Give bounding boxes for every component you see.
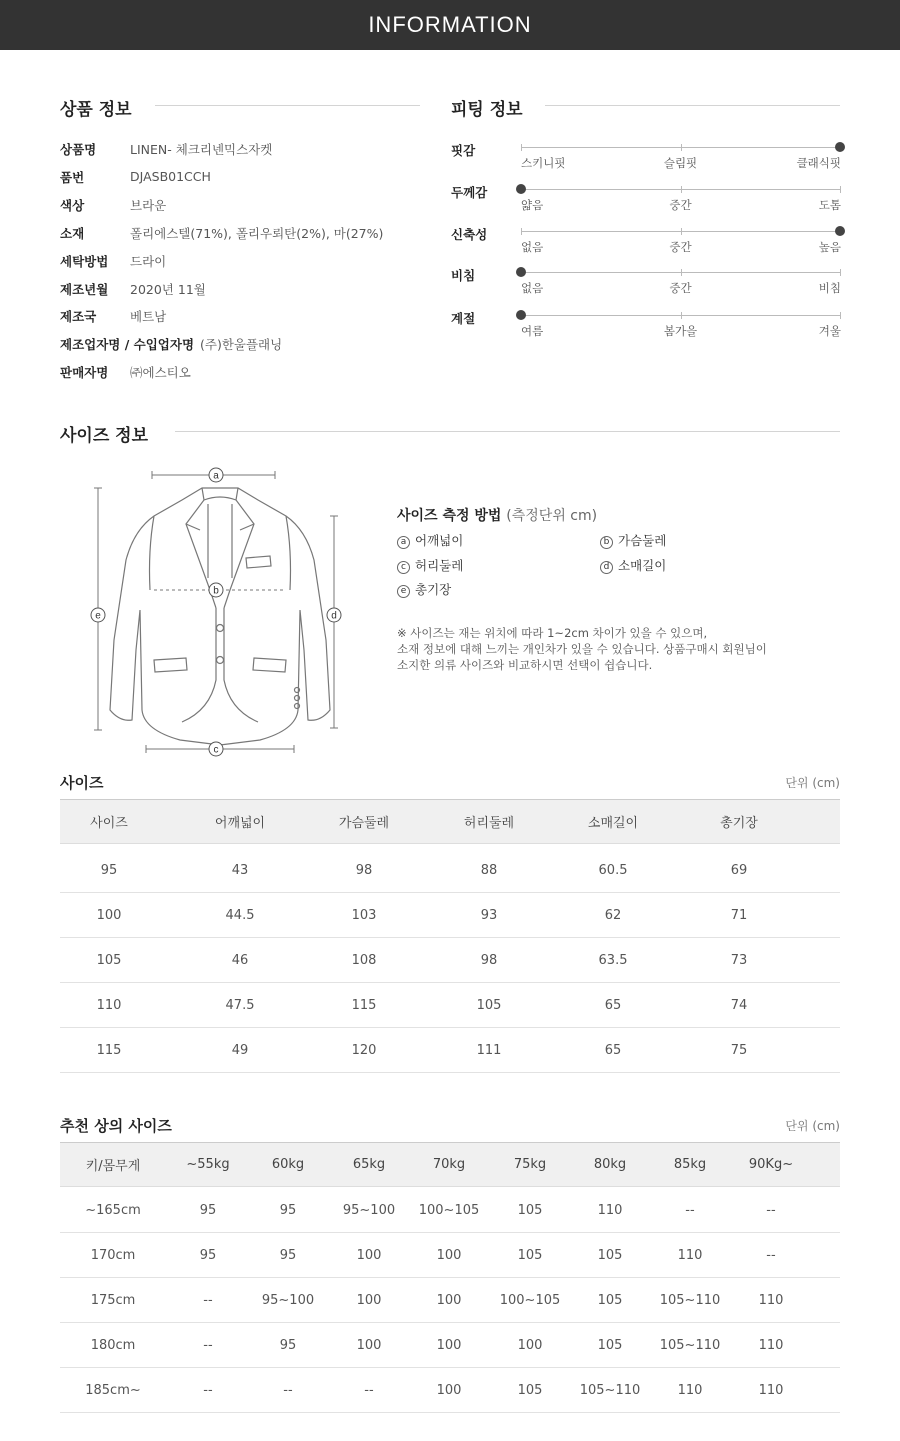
fitting-info-title: 피팅 정보 <box>451 100 523 120</box>
info-key: 색상 <box>60 197 85 213</box>
table-cell: 95 <box>279 1337 297 1353</box>
fit-option: 높음 <box>818 240 841 254</box>
measure-item <box>397 556 463 574</box>
fit-option: 도톰 <box>818 198 841 212</box>
fit-tick <box>681 312 682 319</box>
info-value: LINEN- 체크리넨믹스자켓 <box>130 142 273 157</box>
table-cell: -- <box>283 1382 293 1398</box>
fit-tick <box>840 312 841 319</box>
info-key: 상품명 <box>60 142 97 157</box>
table-row <box>60 1323 840 1368</box>
measure-item <box>397 531 463 549</box>
table-cell: 95 <box>100 862 118 878</box>
fit-scale <box>521 189 840 190</box>
header-cell: 키/몸무게 <box>85 1159 141 1174</box>
info-key: 제조년월 <box>60 281 109 297</box>
fit-scale <box>521 315 840 316</box>
mark-e <box>91 608 105 622</box>
fit-marker <box>516 184 526 194</box>
table-cell: 110 <box>597 1202 623 1218</box>
table-cell: 95 <box>199 1202 217 1218</box>
table-cell: -- <box>203 1292 213 1308</box>
fit-option: 얇음 <box>521 198 544 212</box>
product-info-row <box>60 334 283 354</box>
table-cell: 65 <box>604 1042 622 1058</box>
fit-scale <box>521 147 840 148</box>
table-cell: 100 <box>436 1247 462 1263</box>
header-cell: 90Kg~ <box>748 1157 794 1172</box>
measure-method-title <box>397 505 597 525</box>
header-cell: 70kg <box>432 1157 466 1172</box>
table-cell: 62 <box>604 907 622 923</box>
table-cell: 105~110 <box>579 1382 641 1398</box>
table-cell: 95 <box>279 1202 297 1218</box>
table-cell: 105 <box>597 1337 623 1353</box>
table-row <box>60 848 840 893</box>
info-value: 브라운 <box>130 197 167 213</box>
table-cell: 110 <box>758 1292 784 1308</box>
note-line: 소재 정보에 대해 느끼는 개인차가 있을 수 있습니다. 상품구매시 회원님이 <box>397 642 767 656</box>
fit-option: 중간 <box>669 240 692 254</box>
table-cell: -- <box>364 1382 374 1398</box>
fit-option: 비침 <box>818 281 841 295</box>
table-cell: 105 <box>517 1247 543 1263</box>
header-cell: 어깨넓이 <box>214 816 266 831</box>
measure-label: 허리둘레 <box>415 557 464 573</box>
table-cell: 46 <box>231 952 249 968</box>
jacket-diagram <box>90 460 350 760</box>
table-cell: ~165cm <box>85 1202 141 1218</box>
info-key: 품번 <box>60 169 85 185</box>
svg-text:a: a <box>213 470 219 482</box>
product-info-row <box>60 251 167 271</box>
measure-label: 총기장 <box>415 582 452 597</box>
rec-table-unit: 단위 (cm) <box>785 1119 840 1133</box>
info-key: 소재 <box>60 225 85 241</box>
fit-row <box>451 183 841 223</box>
fit-tick <box>681 269 682 276</box>
measure-unit: (측정단위 cm) <box>506 508 598 524</box>
fit-option: 클래식핏 <box>796 156 841 170</box>
fit-option: 봄가을 <box>663 324 698 338</box>
table-cell: 100 <box>517 1337 543 1353</box>
header-cell: 60kg <box>271 1157 305 1172</box>
table-row <box>60 1188 840 1233</box>
info-value: DJASB01CCH <box>130 169 211 185</box>
size-info-title: 사이즈 정보 <box>60 426 149 446</box>
table-cell: 74 <box>730 997 748 1013</box>
table-cell: 110 <box>96 997 122 1013</box>
product-info-row <box>60 306 167 326</box>
table-cell: 75 <box>730 1042 748 1058</box>
table-cell: 175cm <box>90 1292 136 1308</box>
table-cell: 115 <box>96 1042 122 1058</box>
fit-option: 중간 <box>669 198 692 212</box>
fit-option: 슬림핏 <box>663 156 698 170</box>
fit-option: 겨울 <box>818 324 841 338</box>
table-cell: 185cm~ <box>85 1382 141 1398</box>
header-cell: 80kg <box>593 1157 627 1172</box>
size-note <box>397 625 767 673</box>
table-cell: 111 <box>476 1042 502 1058</box>
product-info-row <box>60 279 206 299</box>
fit-scale <box>521 272 840 273</box>
table-cell: 44.5 <box>225 907 255 923</box>
measure-label: 소매길이 <box>618 557 667 573</box>
banner-title: INFORMATION <box>368 12 532 37</box>
table-cell: 105 <box>517 1382 543 1398</box>
table-cell: -- <box>203 1382 213 1398</box>
fit-tick <box>840 269 841 276</box>
fit-option: 없음 <box>521 240 544 254</box>
table-cell: 95 <box>199 1247 217 1263</box>
fit-row <box>451 309 841 349</box>
mark-d <box>327 608 341 622</box>
table-cell: 105~110 <box>659 1337 721 1353</box>
table-cell: 108 <box>351 952 377 968</box>
note-line: ※ 사이즈는 재는 위치에 따라 1~2cm 차이가 있을 수 있으며, <box>397 626 708 640</box>
measure-item <box>600 556 666 574</box>
fit-label: 계절 <box>451 311 476 326</box>
info-key: 판매자명 <box>60 365 109 381</box>
measure-label: 가슴둘레 <box>618 533 667 548</box>
info-value: (주)한울플래닝 <box>200 337 283 353</box>
svg-text:b: b <box>213 585 219 597</box>
table-cell: 110 <box>677 1382 703 1398</box>
table-cell: 47.5 <box>225 997 255 1013</box>
fit-tick <box>681 186 682 193</box>
table-cell: 103 <box>351 907 377 923</box>
table-cell: 100~105 <box>418 1202 480 1218</box>
measure-method-label: 사이즈 측정 방법 <box>397 508 502 524</box>
table-header <box>60 799 840 844</box>
table-cell: 73 <box>730 952 748 968</box>
table-cell: 105 <box>517 1202 543 1218</box>
table-cell: 100 <box>356 1247 382 1263</box>
table-cell: 98 <box>355 862 373 878</box>
table-cell: 69 <box>730 862 748 878</box>
table-header <box>60 1142 840 1187</box>
info-key: 제조업자명 / 수입업자명 <box>60 337 195 353</box>
top-banner <box>0 0 900 50</box>
info-value: 2020년 11월 <box>130 281 206 297</box>
mark-a <box>209 468 223 482</box>
table-cell: 115 <box>351 997 377 1013</box>
table-row <box>60 938 840 983</box>
fit-tick <box>521 228 522 235</box>
svg-text:e: e <box>95 610 101 622</box>
table-cell: 93 <box>480 907 498 923</box>
fit-scale <box>521 231 840 232</box>
product-info-title: 상품 정보 <box>60 100 132 120</box>
note-line: 소지한 의류 사이즈와 비교하시면 선택이 쉽습니다. <box>397 658 653 672</box>
fit-tick <box>681 144 682 151</box>
table-cell: 71 <box>730 907 748 923</box>
info-key: 세탁방법 <box>60 253 109 269</box>
header-cell: 가슴둘레 <box>338 816 390 831</box>
table-cell: 105~110 <box>659 1292 721 1308</box>
fit-option: 스키니핏 <box>521 156 566 170</box>
table-cell: 88 <box>480 862 498 878</box>
table-cell: 98 <box>480 952 498 968</box>
fit-label: 비침 <box>451 268 476 283</box>
size-table-unit: 단위 (cm) <box>785 776 840 790</box>
table-cell: 120 <box>351 1042 377 1058</box>
table-cell: 105 <box>96 952 122 968</box>
fit-row <box>451 225 841 265</box>
table-cell: 180cm <box>90 1337 136 1353</box>
table-cell: 100~105 <box>499 1292 561 1308</box>
table-row <box>60 983 840 1028</box>
table-row <box>60 1233 840 1278</box>
table-cell: 100 <box>356 1292 382 1308</box>
header-cell: ~55kg <box>186 1157 230 1172</box>
measure-item <box>397 580 451 598</box>
table-cell: 100 <box>436 1292 462 1308</box>
product-info-row <box>60 167 211 187</box>
table-cell: 49 <box>231 1042 249 1058</box>
table-cell: 110 <box>677 1247 703 1263</box>
table-cell: 170cm <box>90 1247 136 1263</box>
mark-c <box>209 742 223 756</box>
fit-marker <box>516 267 526 277</box>
table-cell: 60.5 <box>598 862 628 878</box>
fit-option: 여름 <box>521 324 544 338</box>
table-cell: 105 <box>476 997 502 1013</box>
size-table-title: 사이즈 <box>60 774 104 792</box>
fit-option: 중간 <box>669 281 692 295</box>
table-cell: 43 <box>231 862 249 878</box>
table-cell: 110 <box>758 1382 784 1398</box>
table-cell: 95~100 <box>261 1292 315 1308</box>
divider <box>155 105 420 106</box>
header-cell: 허리둘레 <box>463 816 515 831</box>
header-cell: 소매길이 <box>587 816 639 831</box>
svg-text:d: d <box>331 610 337 622</box>
fit-label: 핏감 <box>451 143 476 158</box>
table-cell: 100 <box>436 1382 462 1398</box>
measure-mark: c <box>397 561 410 574</box>
product-info-row <box>60 139 273 159</box>
fit-option: 없음 <box>521 281 544 295</box>
measure-item <box>600 531 666 549</box>
fit-marker <box>835 226 845 236</box>
table-cell: 95~100 <box>342 1202 396 1218</box>
table-row <box>60 1028 840 1073</box>
divider <box>545 105 840 106</box>
table-cell: -- <box>685 1202 695 1218</box>
fit-row <box>451 266 841 306</box>
fit-tick <box>521 144 522 151</box>
table-row <box>60 1368 840 1413</box>
measure-mark: a <box>397 536 410 549</box>
table-row <box>60 893 840 938</box>
fit-tick <box>681 228 682 235</box>
table-cell: 105 <box>597 1292 623 1308</box>
table-cell: 63.5 <box>598 952 628 968</box>
table-cell: -- <box>766 1247 776 1263</box>
table-cell: -- <box>766 1202 776 1218</box>
product-info-row <box>60 362 191 382</box>
info-value: 폴리에스텔(71%), 폴리우뢰탄(2%), 마(27%) <box>130 225 384 241</box>
header-cell: 75kg <box>513 1157 547 1172</box>
fit-label: 두께감 <box>451 185 488 200</box>
table-cell: 100 <box>96 907 122 923</box>
product-info-row <box>60 195 167 215</box>
table-cell: 105 <box>597 1247 623 1263</box>
fit-label: 신축성 <box>451 227 488 242</box>
measure-mark: b <box>600 536 613 549</box>
svg-text:c: c <box>213 744 219 756</box>
header-cell: 85kg <box>673 1157 707 1172</box>
fit-marker <box>516 310 526 320</box>
measure-mark: e <box>397 585 410 598</box>
fit-tick <box>840 186 841 193</box>
info-key: 제조국 <box>60 309 97 325</box>
mark-b <box>209 583 223 597</box>
info-value: 드라이 <box>130 253 167 269</box>
table-cell: 110 <box>758 1337 784 1353</box>
fit-row <box>451 141 841 181</box>
divider <box>175 431 840 432</box>
table-cell: 95 <box>279 1247 297 1263</box>
header-cell: 65kg <box>352 1157 386 1172</box>
header-cell: 총기장 <box>720 816 758 831</box>
table-cell: -- <box>203 1337 213 1353</box>
header-cell: 사이즈 <box>90 816 128 831</box>
product-info-row <box>60 223 384 243</box>
table-row <box>60 1278 840 1323</box>
measure-label: 어깨넓이 <box>415 533 464 548</box>
table-cell: 65 <box>604 997 622 1013</box>
measure-mark: d <box>600 561 613 574</box>
table-cell: 100 <box>356 1337 382 1353</box>
table-cell: 100 <box>436 1337 462 1353</box>
info-value: ㈜에스티오 <box>130 365 191 381</box>
info-value: 베트남 <box>130 309 167 325</box>
fit-marker <box>835 142 845 152</box>
rec-table-title: 추천 상의 사이즈 <box>60 1117 172 1135</box>
